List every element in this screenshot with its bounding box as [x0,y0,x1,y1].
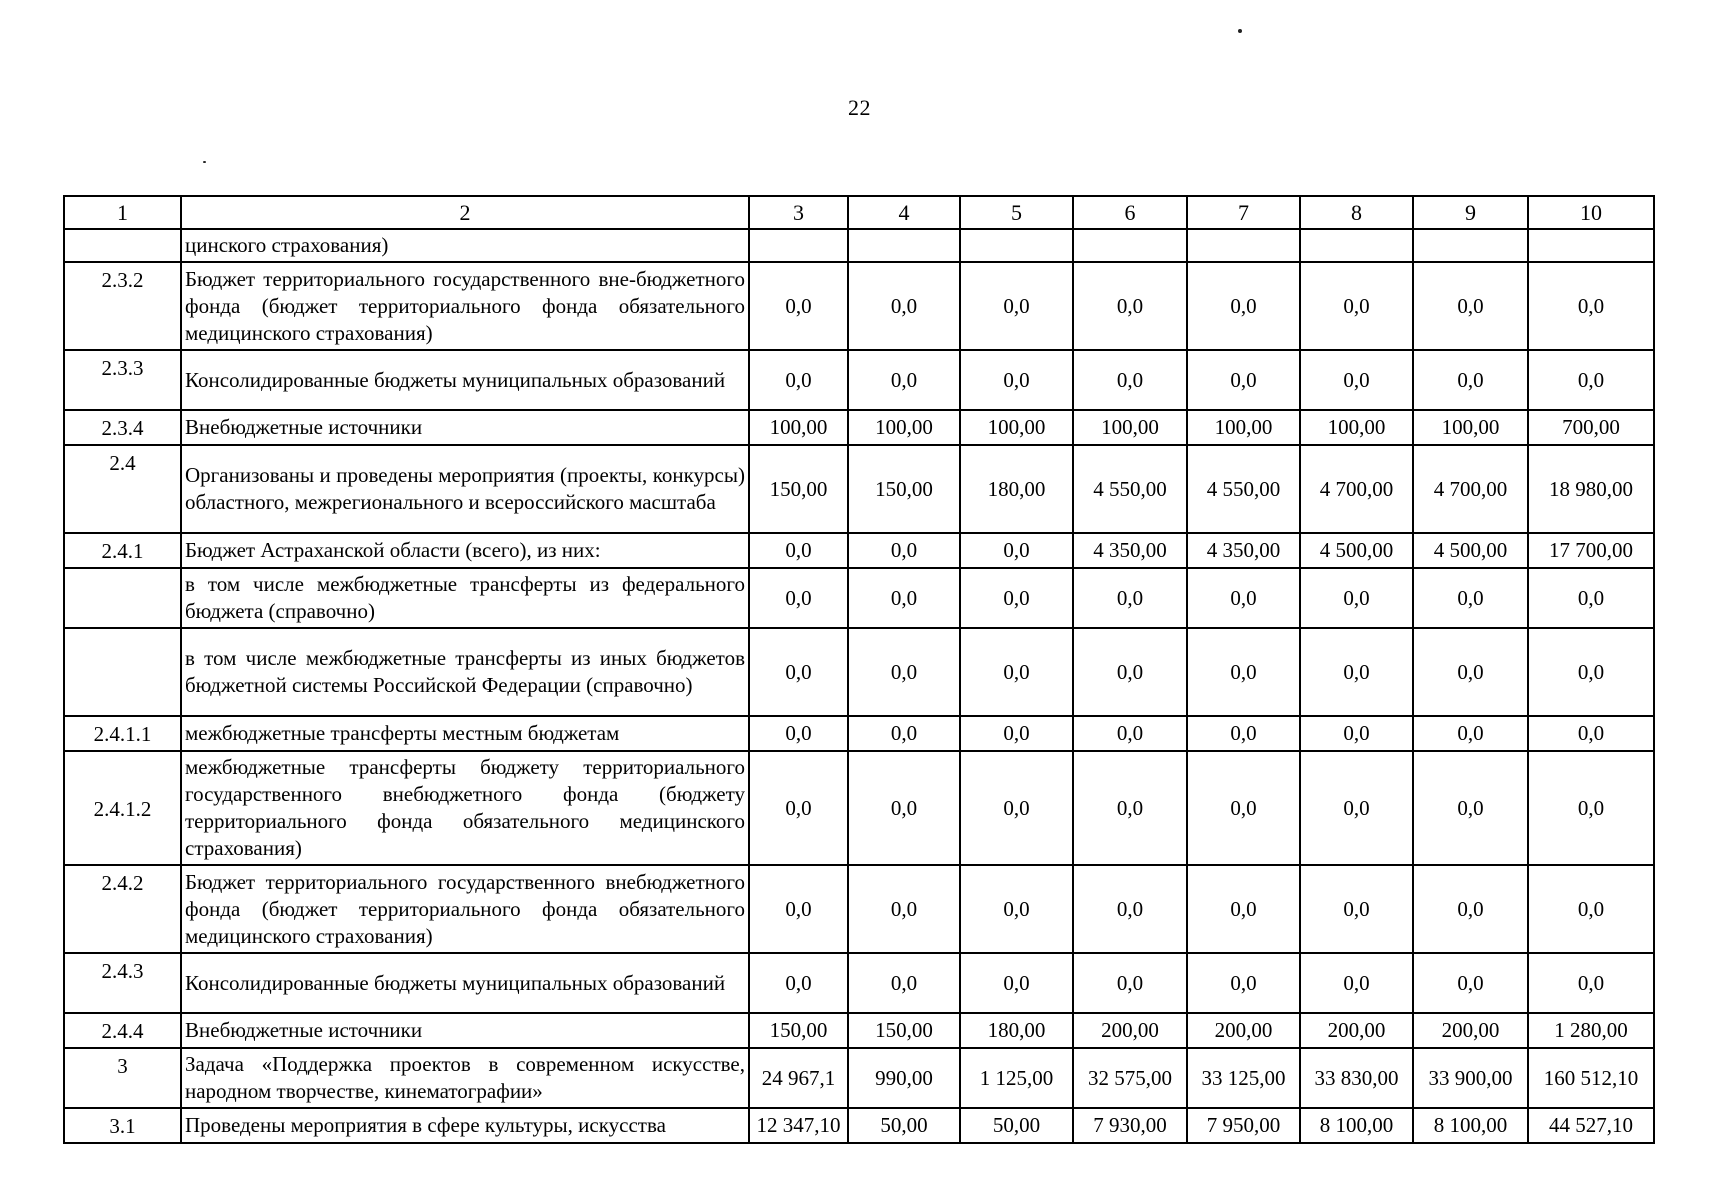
value-cell: 0,0 [1300,628,1413,716]
value-cell: 44 527,10 [1528,1108,1654,1143]
value-cell: 200,00 [1413,1013,1528,1048]
value-cell: 0,0 [749,953,848,1013]
column-number: 1 [64,196,181,229]
table-row [64,533,1654,568]
table-row [64,1013,1654,1048]
row-description: Бюджет территориального государственного вне-бюджетного фонда (бюджет территориального фонда обязательного медицинского страхования) [181,262,749,350]
value-cell: 4 350,00 [1187,533,1300,568]
row-description: Задача «Поддержка проектов в современном искусстве, народном творчестве, кинематографии» [181,1048,749,1108]
table-row [64,865,1654,953]
value-cell: 1 125,00 [960,1048,1073,1108]
value-cell: 0,0 [1300,716,1413,751]
row-code: 2.4 [64,445,181,533]
column-number: 9 [1413,196,1528,229]
value-cell: 0,0 [1528,953,1654,1013]
value-cell: 0,0 [1300,350,1413,410]
value-cell: 0,0 [1073,716,1187,751]
value-cell: 0,0 [1187,628,1300,716]
value-cell: 1 280,00 [1528,1013,1654,1048]
row-code: 2.3.3 [64,350,181,410]
value-cell [1528,229,1654,262]
value-cell: 0,0 [1073,568,1187,628]
row-code: 3 [64,1048,181,1108]
row-code [64,568,181,628]
value-cell: 100,00 [848,410,960,445]
row-description: Бюджет Астраханской области (всего), из них: [181,533,749,568]
value-cell: 0,0 [1073,350,1187,410]
value-cell: 0,0 [1187,751,1300,865]
value-cell: 0,0 [1413,628,1528,716]
value-cell: 0,0 [960,751,1073,865]
table-body [64,196,1654,1143]
value-cell [749,229,848,262]
row-description: Внебюджетные источники [181,410,749,445]
value-cell: 0,0 [848,350,960,410]
value-cell: 150,00 [848,1013,960,1048]
value-cell: 17 700,00 [1528,533,1654,568]
value-cell: 33 125,00 [1187,1048,1300,1108]
value-cell: 7 930,00 [1073,1108,1187,1143]
value-cell: 18 980,00 [1528,445,1654,533]
value-cell: 0,0 [1413,865,1528,953]
value-cell: 0,0 [749,716,848,751]
value-cell: 0,0 [1413,568,1528,628]
value-cell: 700,00 [1528,410,1654,445]
row-description: в том числе межбюджетные трансферты из федерального бюджета (справочно) [181,568,749,628]
value-cell: 180,00 [960,445,1073,533]
value-cell: 33 830,00 [1300,1048,1413,1108]
value-cell: 4 500,00 [1413,533,1528,568]
row-description: Бюджет территориального государственного внебюджетного фонда (бюджет территориального фонда обязательного медицинского страхования) [181,865,749,953]
row-code [64,628,181,716]
value-cell: 0,0 [848,262,960,350]
row-description: Организованы и проведены мероприятия (проекты, конкурсы) областного, межрегионального и всероссийского масштаба [181,445,749,533]
column-number: 4 [848,196,960,229]
value-cell: 8 100,00 [1300,1108,1413,1143]
value-cell: 0,0 [1528,628,1654,716]
value-cell: 0,0 [749,262,848,350]
value-cell [1300,229,1413,262]
value-cell: 0,0 [1073,865,1187,953]
value-cell: 0,0 [1413,716,1528,751]
column-number-row [64,196,1654,229]
value-cell: 0,0 [1073,751,1187,865]
value-cell: 0,0 [1528,751,1654,865]
value-cell: 0,0 [749,350,848,410]
value-cell: 100,00 [1413,410,1528,445]
value-cell: 0,0 [1073,628,1187,716]
row-description: Консолидированные бюджеты муниципальных образований [181,953,749,1013]
value-cell: 0,0 [1413,751,1528,865]
value-cell: 0,0 [749,568,848,628]
value-cell: 0,0 [1528,716,1654,751]
row-description: Внебюджетные источники [181,1013,749,1048]
page-number: 22 [848,95,871,120]
value-cell: 0,0 [1528,262,1654,350]
value-cell: 0,0 [1528,350,1654,410]
value-cell: 4 550,00 [1187,445,1300,533]
value-cell: 4 350,00 [1073,533,1187,568]
row-description: межбюджетные трансферты бюджету территориального государственного внебюджетного фонда (бюджету территориального фонда обязательного медицинского страхования) [181,751,749,865]
value-cell: 0,0 [1300,953,1413,1013]
value-cell: 50,00 [960,1108,1073,1143]
value-cell: 24 967,1 [749,1048,848,1108]
column-number: 3 [749,196,848,229]
table-row [64,716,1654,751]
value-cell: 0,0 [1528,865,1654,953]
value-cell: 0,0 [1073,953,1187,1013]
value-cell: 100,00 [960,410,1073,445]
table-row [64,1108,1654,1143]
value-cell [848,229,960,262]
row-code: 2.4.4 [64,1013,181,1048]
value-cell: 160 512,10 [1528,1048,1654,1108]
column-number: 2 [181,196,749,229]
value-cell: 150,00 [749,445,848,533]
value-cell: 100,00 [1073,410,1187,445]
value-cell: 0,0 [749,628,848,716]
table-row [64,410,1654,445]
value-cell: 0,0 [960,262,1073,350]
value-cell: 0,0 [960,953,1073,1013]
table-row [64,445,1654,533]
value-cell: 0,0 [1187,953,1300,1013]
value-cell: 0,0 [1300,865,1413,953]
value-cell: 8 100,00 [1413,1108,1528,1143]
table-row [64,350,1654,410]
value-cell: 0,0 [1187,865,1300,953]
value-cell: 4 500,00 [1300,533,1413,568]
row-code: 2.4.1.1 [64,716,181,751]
value-cell: 4 700,00 [1413,445,1528,533]
value-cell: 200,00 [1300,1013,1413,1048]
value-cell: 0,0 [960,350,1073,410]
value-cell: 0,0 [749,865,848,953]
value-cell: 100,00 [1300,410,1413,445]
value-cell: 0,0 [1300,262,1413,350]
value-cell: 0,0 [1413,350,1528,410]
value-cell: 0,0 [848,953,960,1013]
value-cell: 0,0 [1187,716,1300,751]
row-code: 2.3.2 [64,262,181,350]
table-row [64,628,1654,716]
value-cell: 0,0 [848,716,960,751]
row-description: цинского страхования) [181,229,749,262]
value-cell: 0,0 [1187,262,1300,350]
row-code [64,229,181,262]
value-cell: 32 575,00 [1073,1048,1187,1108]
column-number: 10 [1528,196,1654,229]
value-cell: 0,0 [960,533,1073,568]
row-description: Консолидированные бюджеты муниципальных образований [181,350,749,410]
value-cell: 4 700,00 [1300,445,1413,533]
value-cell: 0,0 [960,628,1073,716]
value-cell [1413,229,1528,262]
value-cell: 7 950,00 [1187,1108,1300,1143]
value-cell: 200,00 [1187,1013,1300,1048]
budget-table [63,195,1655,1144]
row-code: 2.4.1 [64,533,181,568]
value-cell: 200,00 [1073,1013,1187,1048]
column-number: 7 [1187,196,1300,229]
value-cell: 0,0 [1300,568,1413,628]
column-number: 8 [1300,196,1413,229]
scan-speck [1238,29,1242,33]
table-row [64,751,1654,865]
value-cell: 990,00 [848,1048,960,1108]
row-description: Проведены мероприятия в сфере культуры, искусства [181,1108,749,1143]
value-cell: 50,00 [848,1108,960,1143]
value-cell: 0,0 [1413,262,1528,350]
row-description: в том числе межбюджетные трансферты из иных бюджетов бюджетной системы Российской Федерации (справочно) [181,628,749,716]
value-cell: 0,0 [960,716,1073,751]
row-code: 2.4.1.2 [64,751,181,865]
value-cell: 100,00 [749,410,848,445]
value-cell: 12 347,10 [749,1108,848,1143]
value-cell: 0,0 [749,533,848,568]
row-code: 3.1 [64,1108,181,1143]
value-cell: 0,0 [848,751,960,865]
column-number: 5 [960,196,1073,229]
value-cell: 0,0 [960,568,1073,628]
value-cell: 0,0 [848,533,960,568]
value-cell: 0,0 [1528,568,1654,628]
row-code: 2.4.2 [64,865,181,953]
value-cell: 0,0 [1187,350,1300,410]
row-description: межбюджетные трансферты местным бюджетам [181,716,749,751]
value-cell: 0,0 [848,865,960,953]
value-cell [960,229,1073,262]
row-code: 2.3.4 [64,410,181,445]
value-cell: 33 900,00 [1413,1048,1528,1108]
scan-speck [203,161,206,163]
value-cell [1073,229,1187,262]
table-row [64,229,1654,262]
value-cell: 180,00 [960,1013,1073,1048]
table-row [64,262,1654,350]
value-cell: 0,0 [960,865,1073,953]
table-row [64,953,1654,1013]
column-number: 6 [1073,196,1187,229]
value-cell: 0,0 [1073,262,1187,350]
value-cell: 0,0 [1187,568,1300,628]
value-cell: 0,0 [848,628,960,716]
value-cell: 4 550,00 [1073,445,1187,533]
value-cell: 0,0 [1413,953,1528,1013]
value-cell: 150,00 [749,1013,848,1048]
table-row [64,1048,1654,1108]
value-cell: 0,0 [749,751,848,865]
value-cell: 0,0 [1300,751,1413,865]
value-cell: 0,0 [848,568,960,628]
value-cell: 150,00 [848,445,960,533]
row-code: 2.4.3 [64,953,181,1013]
table-row [64,568,1654,628]
value-cell: 100,00 [1187,410,1300,445]
value-cell [1187,229,1300,262]
